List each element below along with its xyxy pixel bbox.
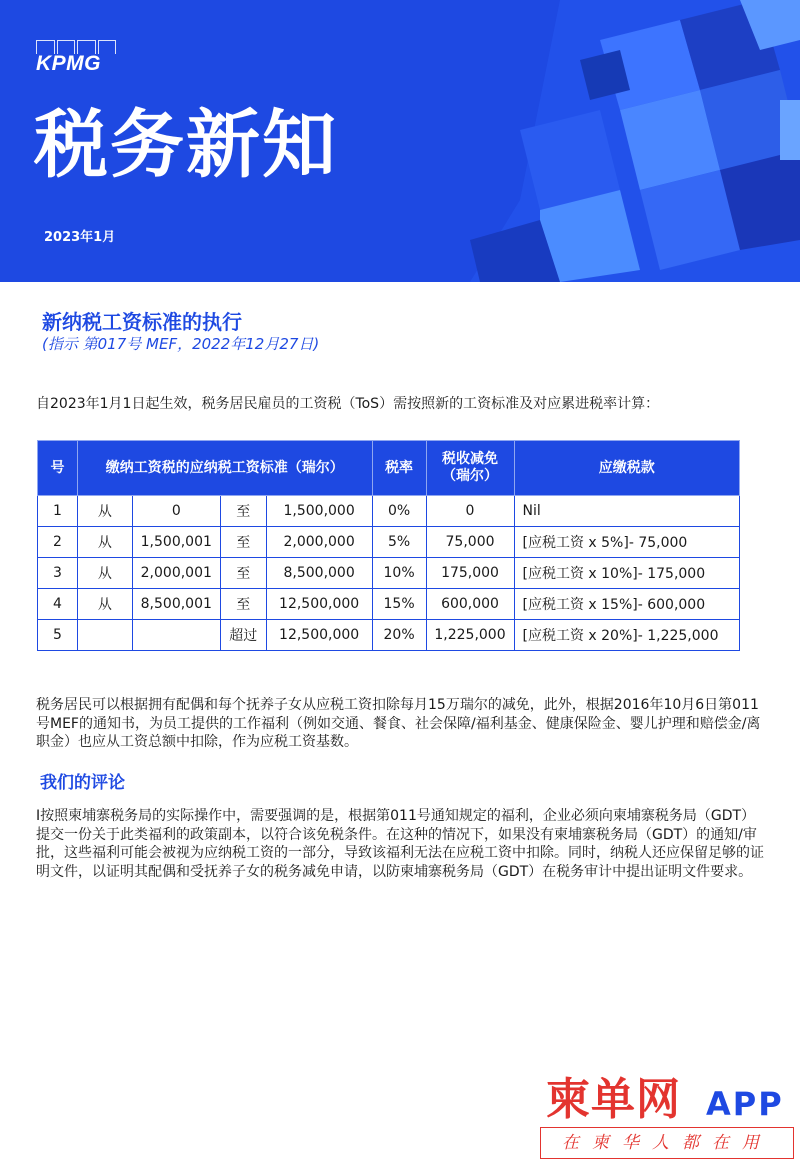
cell: 10% — [372, 558, 426, 589]
tax-rate-table — [37, 440, 740, 651]
issue-date: 2023年1月 — [44, 230, 116, 245]
cell: 12,500,000 — [266, 620, 372, 651]
cell: 0 — [426, 496, 514, 527]
cell: 75,000 — [426, 527, 514, 558]
cell: 2 — [38, 527, 78, 558]
cell: 5 — [38, 620, 78, 651]
cell: 从 — [77, 558, 132, 589]
cell: 至 — [220, 496, 266, 527]
cell: [应税工资 x 10%]- 175,000 — [514, 558, 740, 589]
cell: 3 — [38, 558, 78, 589]
table-header-row — [38, 441, 740, 496]
watermark-slogan: 在柬华人都在用 — [540, 1127, 794, 1159]
table-row — [38, 558, 740, 589]
deduction-paragraph: 税务居民可以根据拥有配偶和每个抚养子女从应税工资扣除每月15万瑞尔的减免，此外，根据2016年10月6日第011号MEF的通知书，为员工提供的工作福利（例如交通、餐食、社会保障/福利基金、健康保险金、婴儿护理和赔偿金/离职金）也应从工资总额中扣除，作为应税工资基数。 — [36, 697, 761, 750]
cell: 从 — [77, 589, 132, 620]
cell: Nil — [514, 496, 740, 527]
header-deduction-text: 税收减免 （瑞尔） — [442, 451, 499, 484]
table-row — [38, 620, 740, 651]
comment-heading: 我们的评论 — [40, 773, 125, 793]
cell: 15% — [372, 589, 426, 620]
header-tax-payable: 应缴税款 — [514, 441, 740, 496]
cell: 175,000 — [426, 558, 514, 589]
cell: 超过 — [220, 620, 266, 651]
table-row — [38, 527, 740, 558]
article-subtitle: (指示 第017号 MEF，2022年12月27日) — [42, 335, 320, 353]
logo-text: KPMG — [36, 52, 101, 75]
cell: 4 — [38, 589, 78, 620]
cell: [应税工资 x 20%]- 1,225,000 — [514, 620, 740, 651]
cell — [77, 620, 132, 651]
cell: 12,500,000 — [266, 589, 372, 620]
cell: 从 — [77, 496, 132, 527]
table-row — [38, 496, 740, 527]
cell: 8,500,000 — [266, 558, 372, 589]
cell: 1,500,000 — [266, 496, 372, 527]
cell: 8,500,001 — [132, 589, 220, 620]
article-title: 新纳税工资标准的执行 — [42, 310, 242, 334]
header-deduction — [426, 441, 514, 496]
page-title: 税务新知 — [34, 102, 338, 188]
intro-text: 自2023年1月1日起生效，税务居民雇员的工资税（ToS）需按照新的工资标准及对应累进税率计算： — [36, 396, 660, 412]
header-no: 号 — [38, 441, 78, 496]
header-salary-bracket: 缴纳工资税的应纳税工资标准（瑞尔） — [77, 441, 372, 496]
cell: 1,500,001 — [132, 527, 220, 558]
watermark-brand: 柬单网 — [546, 1074, 681, 1125]
cell: 600,000 — [426, 589, 514, 620]
watermark-logo — [540, 1075, 800, 1162]
watermark-app: APP — [706, 1085, 784, 1123]
cell: 0% — [372, 496, 426, 527]
cell: 从 — [77, 527, 132, 558]
cell: 至 — [220, 589, 266, 620]
cell: 2,000,001 — [132, 558, 220, 589]
cell: 1 — [38, 496, 78, 527]
cell: [应税工资 x 15%]- 600,000 — [514, 589, 740, 620]
cell — [132, 620, 220, 651]
cell: 2,000,000 — [266, 527, 372, 558]
cell: [应税工资 x 5%]- 75,000 — [514, 527, 740, 558]
cell: 20% — [372, 620, 426, 651]
cell: 至 — [220, 527, 266, 558]
cell: 0 — [132, 496, 220, 527]
cell: 1,225,000 — [426, 620, 514, 651]
header-rate: 税率 — [372, 441, 426, 496]
table-row — [38, 589, 740, 620]
kpmg-logo — [36, 40, 116, 74]
comment-paragraph: I按照柬埔寨税务局的实际操作中，需要强调的是，根据第011号通知规定的福利，企业必须向柬埔寨税务局（GDT）提交一份关于此类福利的政策副本，以符合该免税条件。在这种的情况下，如果没有柬埔寨税务局（GDT）的通知/审批，这些福利可能会被视为应纳税工资的一部分，导致该福利无法在应税工资中扣除。同时，纳税人还应保留足够的证明文件，以证明其配偶和受抚养子女的税务减免申请，以防柬埔寨税务局（GDT）在税务审计中提出证明文件要求。 — [36, 808, 764, 880]
cell: 至 — [220, 558, 266, 589]
header-banner — [0, 0, 800, 282]
cell: 5% — [372, 527, 426, 558]
